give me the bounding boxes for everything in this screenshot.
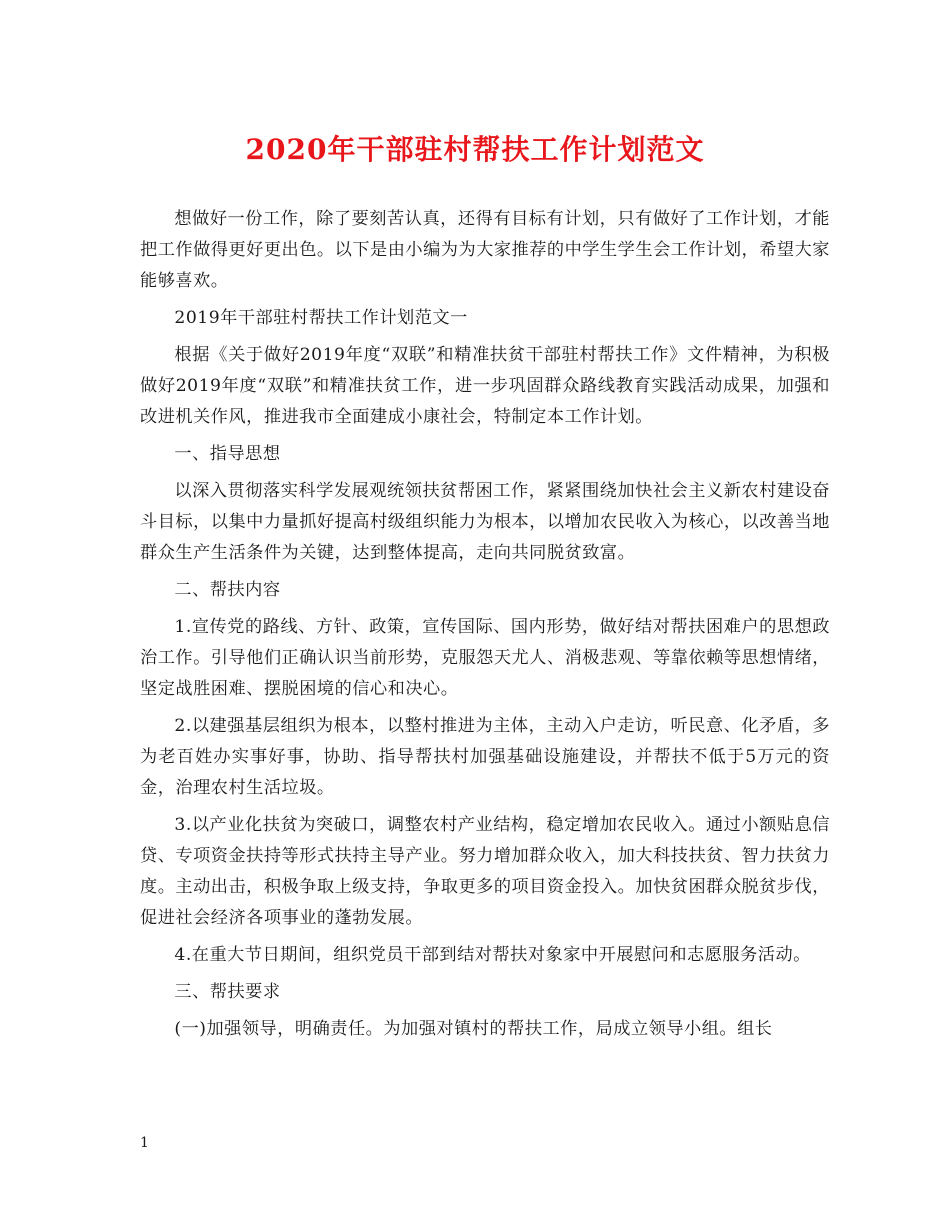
page-number: 1 <box>140 1135 149 1151</box>
paragraph-item-2: 2.以建强基层组织为根本，以整村推进为主体，主动入户走访，听民意、化矛盾，多为老百姓办实事好事，协助、指导帮扶村加强基础设施建设，并帮扶不低于5万元的资金，治理农村生活垃圾。 <box>140 716 830 798</box>
paragraph-intro: 想做好一份工作，除了要刻苦认真，还得有目标有计划，只有做好了工作计划，才能把工作做得更好更出色。以下是由小编为为大家推荐的中学生学生会工作计划，希望大家能够喜欢。 <box>140 209 830 291</box>
paragraph-subtitle: 2019年干部驻村帮扶工作计划范文一 <box>174 308 468 328</box>
paragraph-requirement-1: (一)加强领导，明确责任。为加强对镇村的帮扶工作，局成立领导小组。组长 <box>174 1019 773 1039</box>
section-heading-assistance-content: 二、帮扶内容 <box>174 580 281 600</box>
paragraph-item-4: 4.在重大节日期间，组织党员干部到结对帮扶对象家中开展慰问和志愿服务活动。 <box>174 945 811 965</box>
paragraph-item-3: 3.以产业化扶贫为突破口，调整农村产业结构，稳定增加农民收入。通过小额贴息信贷、专项资金扶持等形式扶持主导产业。努力增加群众收入，加大科技扶贫、智力扶贫力度。主动出击，积极争取上级支持，争取更多的项目资金投入。加快贫困群众脱贫步伐，促进社会经济各项事业的蓬勃发展。 <box>140 815 830 928</box>
document-body <box>140 204 830 1051</box>
paragraph-basis: 根据《关于做好2019年度“双联”和精准扶贫干部驻村帮扶工作》文件精神，为积极做好2019年度“双联”和精准扶贫工作，进一步巩固群众路线教育实践活动成果，加强和改进机关作风，推进我市全面建成小康社会，特制定本工作计划。 <box>140 345 830 427</box>
section-heading-guiding-thought: 一、指导思想 <box>174 444 281 464</box>
section-heading-assistance-requirements: 三、帮扶要求 <box>174 982 281 1002</box>
document-title: 2020年干部驻村帮扶工作计划范文 <box>245 133 705 166</box>
paragraph-guiding-thought: 以深入贯彻落实科学发展观统领扶贫帮困工作，紧紧围绕加快社会主义新农村建设奋斗目标，以集中力量抓好提高村级组织能力为根本，以增加农民收入为核心，以改善当地群众生产生活条件为关键，达到整体提高，走向共同脱贫致富。 <box>140 481 830 563</box>
paragraph-item-1: 1.宣传党的路线、方针、政策，宣传国际、国内形势，做好结对帮扶困难户的思想政治工作。引导他们正确认识当前形势，克服怨天尤人、消极悲观、等靠依赖等思想情绪，坚定战胜困难、摆脱困境的信心和决心。 <box>140 617 830 699</box>
